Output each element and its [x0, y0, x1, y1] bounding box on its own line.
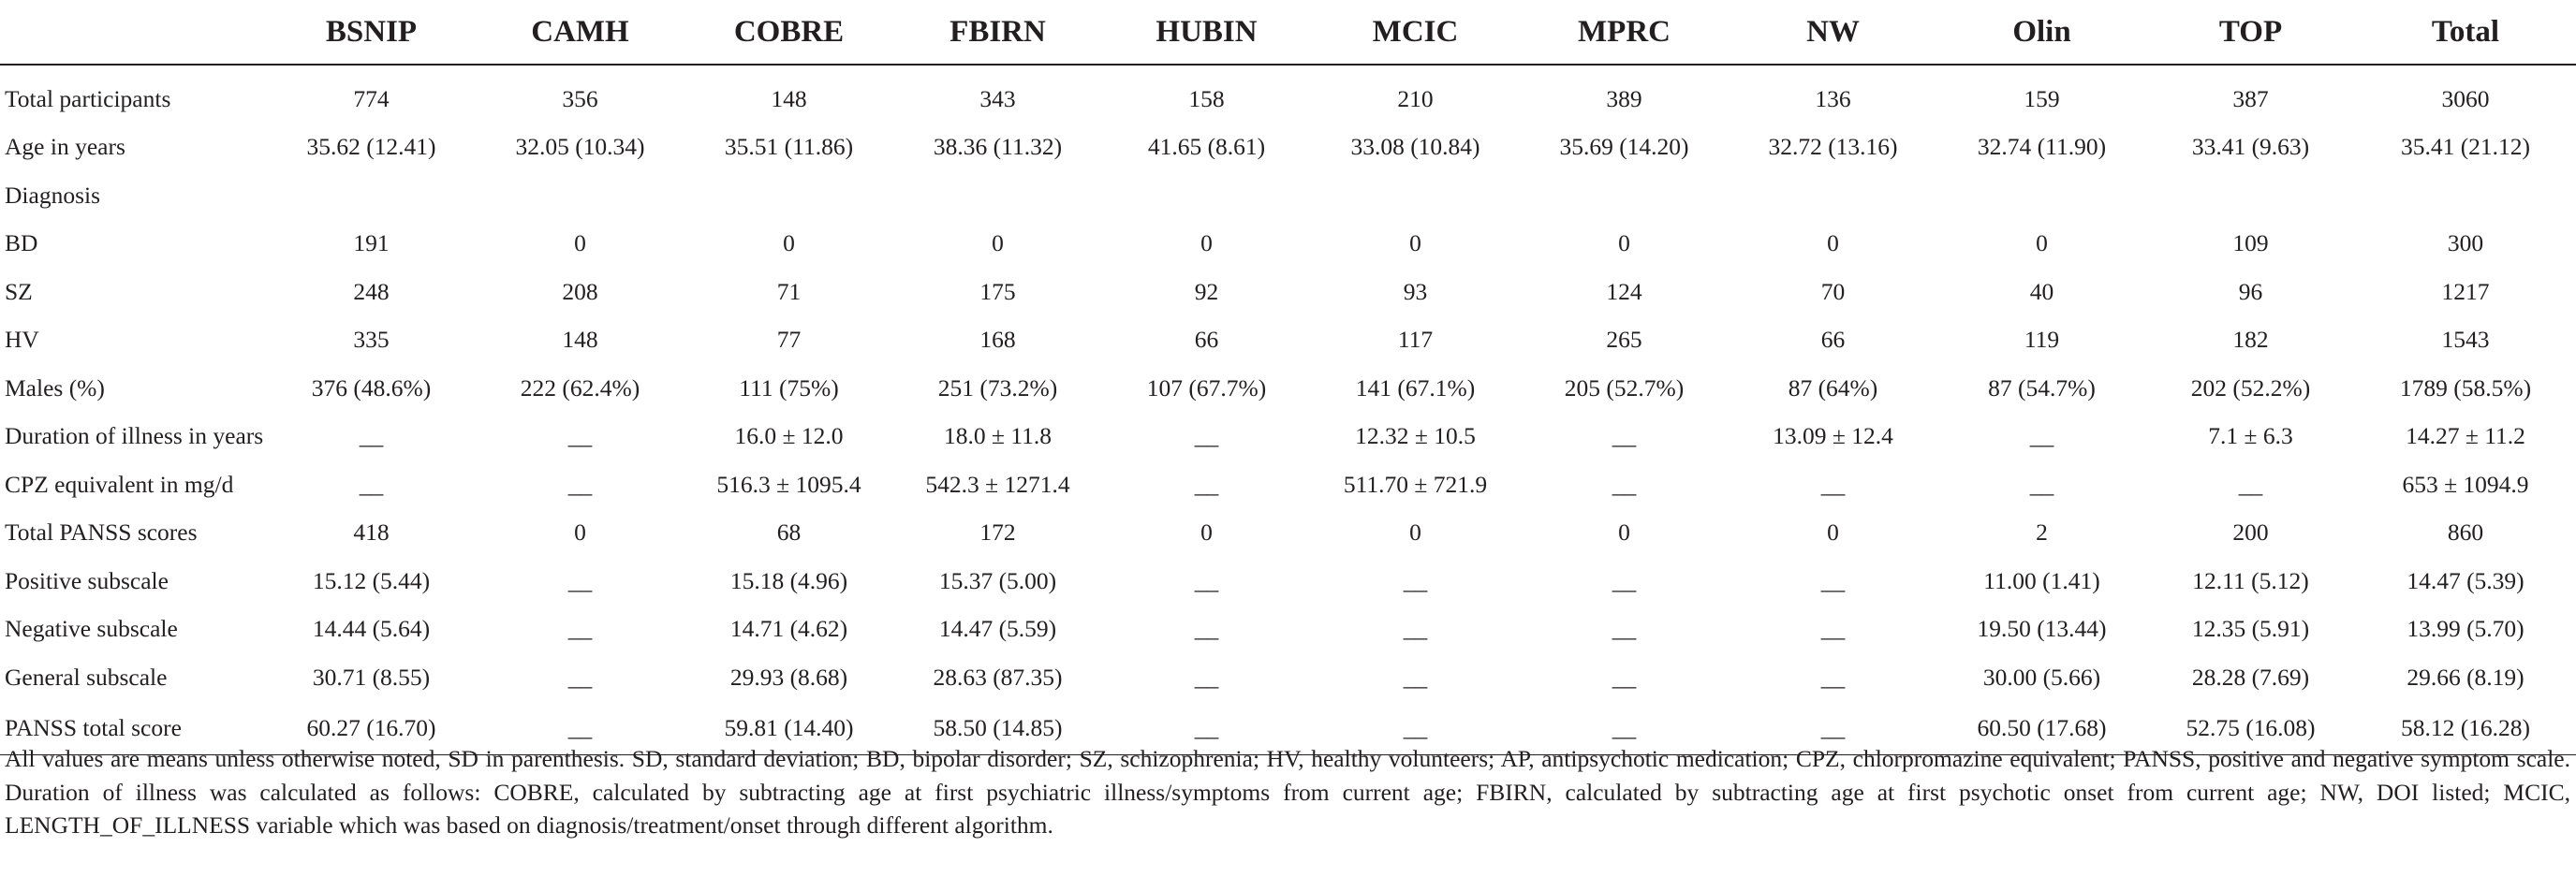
table-cell: 40	[2029, 277, 2054, 305]
table-cell: __	[1194, 566, 1219, 594]
table-cell: 0	[2036, 229, 2048, 257]
table-cell: 511.70 ± 721.9	[1343, 470, 1488, 498]
column-header: CAMH	[476, 0, 684, 65]
table-cell: 0	[1200, 229, 1213, 257]
table-cell: 119	[2024, 326, 2060, 354]
row-label: Duration of illness in years	[5, 422, 264, 450]
table-cell: 0	[1618, 519, 1630, 547]
table-cell: 107 (67.7%)	[1146, 373, 1267, 402]
table-cell: 16.0 ± 12.0	[734, 422, 844, 450]
table-cell: 175	[979, 277, 1016, 305]
column-header: MPRC	[1520, 0, 1729, 65]
table-cell: 70	[1820, 277, 1846, 305]
table-cell: __	[1820, 470, 1846, 498]
column-header-label	[0, 0, 267, 65]
table-cell: 29.93 (8.68)	[729, 663, 848, 691]
table-cell: 58.50 (14.85)	[893, 702, 1102, 755]
table-cell: 0	[1409, 519, 1421, 547]
table-cell: 251 (73.2%)	[937, 373, 1058, 402]
column-header: COBRE	[684, 0, 893, 65]
table-cell: 12.32 ± 10.5	[1355, 422, 1476, 450]
row-label: Total PANSS scores	[5, 519, 198, 547]
table-cell: __	[1403, 615, 1428, 643]
table-cell: 300	[2447, 229, 2484, 257]
table-cell: 87 (64%)	[1788, 373, 1878, 402]
row-label: BD	[5, 229, 38, 257]
table-cell: 14.47 (5.59)	[938, 615, 1057, 643]
table-cell: 14.27 ± 11.2	[2406, 422, 2525, 450]
table-cell: 516.3 ± 1095.4	[716, 470, 861, 498]
table-cell: 12.11 (5.12)	[2192, 566, 2309, 594]
table-cell: 141 (67.1%)	[1355, 373, 1476, 402]
table-cell: 653 ± 1094.9	[2402, 470, 2529, 498]
table-cell: 15.12 (5.44)	[312, 566, 431, 594]
table-cell	[476, 171, 684, 220]
table-row	[0, 268, 2576, 316]
table-cell	[1311, 171, 1520, 220]
table-cell: 168	[979, 326, 1016, 354]
table-cell: 0	[1827, 519, 1839, 547]
table-cell	[684, 171, 893, 220]
column-header: Olin	[1937, 0, 2146, 65]
table-row	[0, 460, 2576, 509]
table-cell: __	[1194, 615, 1219, 643]
table-cell: 148	[562, 326, 598, 354]
table-cell: 30.00 (5.66)	[1982, 663, 2101, 691]
table-cell: 0	[1827, 229, 1839, 257]
table-cell: __	[1194, 470, 1219, 498]
table-cell: 14.47 (5.39)	[2407, 566, 2524, 594]
table-cell: 136	[1815, 84, 1851, 112]
column-header: TOP	[2146, 0, 2355, 65]
table-cell: 87 (54.7%)	[1988, 373, 2096, 402]
table-cell: __	[567, 663, 593, 691]
table-cell: 210	[1397, 84, 1434, 112]
table-cell: 335	[353, 326, 390, 354]
column-header: FBIRN	[893, 0, 1102, 65]
table-cell: __	[1612, 663, 1637, 691]
table-cell: 92	[1194, 277, 1219, 305]
row-label: SZ	[5, 277, 33, 305]
table-cell: 18.0 ± 11.8	[943, 422, 1052, 450]
table-cell: __	[1820, 663, 1846, 691]
table-row	[0, 220, 2576, 269]
table-cell: __	[567, 615, 593, 643]
table-cell	[1520, 171, 1729, 220]
table-cell: 59.81 (14.40)	[684, 702, 893, 755]
row-label: Positive subscale	[5, 566, 169, 594]
table-cell: 387	[2232, 84, 2269, 112]
table-cell: __	[1311, 702, 1520, 755]
table-cell: __	[567, 470, 593, 498]
table-cell: __	[359, 422, 384, 450]
table-cell: 860	[2447, 519, 2484, 547]
row-label: Diagnosis	[5, 181, 100, 209]
table-cell: 35.41 (21.12)	[2400, 133, 2531, 161]
table-cell: 1543	[2441, 326, 2490, 354]
table-cell: 418	[353, 519, 390, 547]
table-cell: __	[1102, 702, 1311, 755]
table-cell: __	[1820, 615, 1846, 643]
table-cell: 109	[2232, 229, 2269, 257]
table-cell: 35.62 (12.41)	[306, 133, 436, 161]
table-cell: 2	[2036, 519, 2048, 547]
table-cell: 117	[1397, 326, 1434, 354]
table-cell	[1937, 171, 2146, 220]
table-row	[0, 124, 2576, 172]
table-cell: 52.75 (16.08)	[2146, 702, 2355, 755]
table-cell: 1217	[2441, 277, 2490, 305]
table-cell: 60.50 (17.68)	[1937, 702, 2146, 755]
table-cell: 200	[2232, 519, 2269, 547]
table-cell: 0	[992, 229, 1004, 257]
table-cell: 774	[353, 84, 390, 112]
table-footnote: All values are means unless otherwise noted, SD in parenthesis. SD, standard deviation; BD, bipolar disorder; SZ, schizophrenia; HV, healthy volunteers; AP, antipsychotic medication; CPZ, chlorpromazine equivalent; PANSS, positive and negative symptom scale. Duration of illness was calculated as follows: COBRE, calculated by subtracting age at first psychiatric illness/symptoms from current age; FBIRN, calculated by subtracting age at first psychotic onset from current age; NW, DOI listed; MCIC, LENGTH_OF_ILLNESS variable which was based on diagnosis/treatment/onset through different algorithm.	[5, 745, 2570, 839]
table-row	[0, 316, 2576, 365]
table-cell: 356	[562, 84, 598, 112]
table-header-row	[0, 0, 2576, 65]
row-label: Negative subscale	[5, 615, 178, 643]
row-label: Males (%)	[5, 373, 105, 402]
table-cell	[1102, 171, 1311, 220]
table-cell: 389	[1606, 84, 1642, 112]
table-cell: 77	[776, 326, 802, 354]
table-cell: 35.69 (14.20)	[1559, 133, 1689, 161]
column-header: Total	[2355, 0, 2576, 65]
table-cell: 0	[574, 229, 586, 257]
table-cell: 172	[979, 519, 1016, 547]
table-cell: __	[476, 702, 684, 755]
table-cell: 265	[1606, 326, 1642, 354]
row-label: Age in years	[5, 133, 125, 161]
table-cell: __	[1612, 422, 1637, 450]
table-row	[0, 653, 2576, 702]
table-cell: 191	[353, 229, 390, 257]
table-cell: 13.09 ± 12.4	[1773, 422, 1893, 450]
table-row	[0, 171, 2576, 220]
table-cell: 205 (52.7%)	[1564, 373, 1685, 402]
table-cell: 33.08 (10.84)	[1350, 133, 1480, 161]
table-cell: 58.12 (16.28)	[2355, 702, 2576, 755]
table-cell: 14.44 (5.64)	[312, 615, 431, 643]
table-cell: 11.00 (1.41)	[1983, 566, 2100, 594]
table-cell: __	[1612, 615, 1637, 643]
table-cell: 208	[562, 277, 598, 305]
table-cell: 0	[1200, 519, 1213, 547]
table-cell: 0	[783, 229, 795, 257]
table-cell: 12.35 (5.91)	[2191, 615, 2310, 643]
table-row	[0, 364, 2576, 413]
table-cell: 15.37 (5.00)	[938, 566, 1057, 594]
table-cell	[2355, 171, 2576, 220]
table-cell: 32.72 (13.16)	[1768, 133, 1898, 161]
table-cell: 343	[979, 84, 1016, 112]
table-cell: __	[567, 422, 593, 450]
table-cell: 41.65 (8.61)	[1147, 133, 1266, 161]
column-header: NW	[1729, 0, 1937, 65]
table-cell: __	[2029, 422, 2054, 450]
row-label: Total participants	[5, 84, 171, 112]
table-cell: __	[359, 470, 384, 498]
table-cell: __	[1520, 702, 1729, 755]
table-cell: 248	[353, 277, 390, 305]
table-cell: 32.74 (11.90)	[1977, 133, 2107, 161]
table-cell: 19.50 (13.44)	[1977, 615, 2107, 643]
table-cell: __	[2029, 470, 2054, 498]
table-cell	[267, 171, 476, 220]
table-cell: 3060	[2441, 84, 2490, 112]
table-cell: 33.41 (9.63)	[2191, 133, 2310, 161]
table-cell: __	[1194, 663, 1219, 691]
table-cell: 1789 (58.5%)	[2399, 373, 2532, 402]
table-cell: 15.18 (4.96)	[729, 566, 848, 594]
table-cell: __	[1403, 566, 1428, 594]
table-cell: 7.1 ± 6.3	[2208, 422, 2293, 450]
table-cell: 159	[2024, 84, 2060, 112]
table-cell: 71	[776, 277, 802, 305]
table-cell: 28.63 (87.35)	[933, 663, 1063, 691]
table-cell: 542.3 ± 1271.4	[925, 470, 1070, 498]
table-cell: __	[567, 566, 593, 594]
row-label: PANSS total score	[0, 702, 267, 755]
table-cell: 376 (48.6%)	[311, 373, 432, 402]
table-cell: 68	[776, 519, 802, 547]
table-cell: __	[1729, 702, 1937, 755]
table-cell: __	[1820, 566, 1846, 594]
row-label: General subscale	[5, 663, 168, 691]
table-cell	[1729, 171, 1937, 220]
table-cell: 0	[1409, 229, 1421, 257]
table-cell: 96	[2238, 277, 2263, 305]
table-cell: 29.66 (8.19)	[2407, 663, 2524, 691]
table-cell: 0	[574, 519, 586, 547]
table-cell	[2146, 171, 2355, 220]
table-body	[0, 65, 2576, 754]
table-cell: 30.71 (8.55)	[312, 663, 431, 691]
table-cell: 38.36 (11.32)	[933, 133, 1063, 161]
table-cell: 148	[771, 84, 807, 112]
table-cell: __	[1612, 470, 1637, 498]
column-header: MCIC	[1311, 0, 1520, 65]
table-cell: 32.05 (10.34)	[515, 133, 645, 161]
table-cell: __	[2238, 470, 2263, 498]
table-cell: 66	[1820, 326, 1846, 354]
table-cell: 35.51 (11.86)	[724, 133, 854, 161]
table-cell: 14.71 (4.62)	[729, 615, 848, 643]
table-cell: 28.28 (7.69)	[2191, 663, 2310, 691]
table-cell: 0	[1618, 229, 1630, 257]
table-cell: 111 (75%)	[739, 373, 839, 402]
table-row	[0, 413, 2576, 461]
table-row	[0, 606, 2576, 654]
row-label: CPZ equivalent in mg/d	[5, 470, 234, 498]
table-cell	[893, 171, 1102, 220]
table-cell: 222 (62.4%)	[520, 373, 640, 402]
table-cell: 182	[2232, 326, 2269, 354]
table-cell: 202 (52.2%)	[2190, 373, 2311, 402]
table-cell: 158	[1188, 84, 1225, 112]
table-cell: __	[1403, 663, 1428, 691]
table-row	[0, 65, 2576, 124]
table-row	[0, 509, 2576, 558]
table-cell: 13.99 (5.70)	[2407, 615, 2524, 643]
table-cell: __	[1194, 422, 1219, 450]
column-header: HUBIN	[1102, 0, 1311, 65]
table-cell: 66	[1194, 326, 1219, 354]
table-cell: 93	[1403, 277, 1428, 305]
table-cell: 124	[1606, 277, 1642, 305]
table-row	[0, 557, 2576, 606]
table-cell: 60.27 (16.70)	[267, 702, 476, 755]
column-header: BSNIP	[267, 0, 476, 65]
table-cell: __	[1612, 566, 1637, 594]
row-label: HV	[5, 326, 39, 354]
